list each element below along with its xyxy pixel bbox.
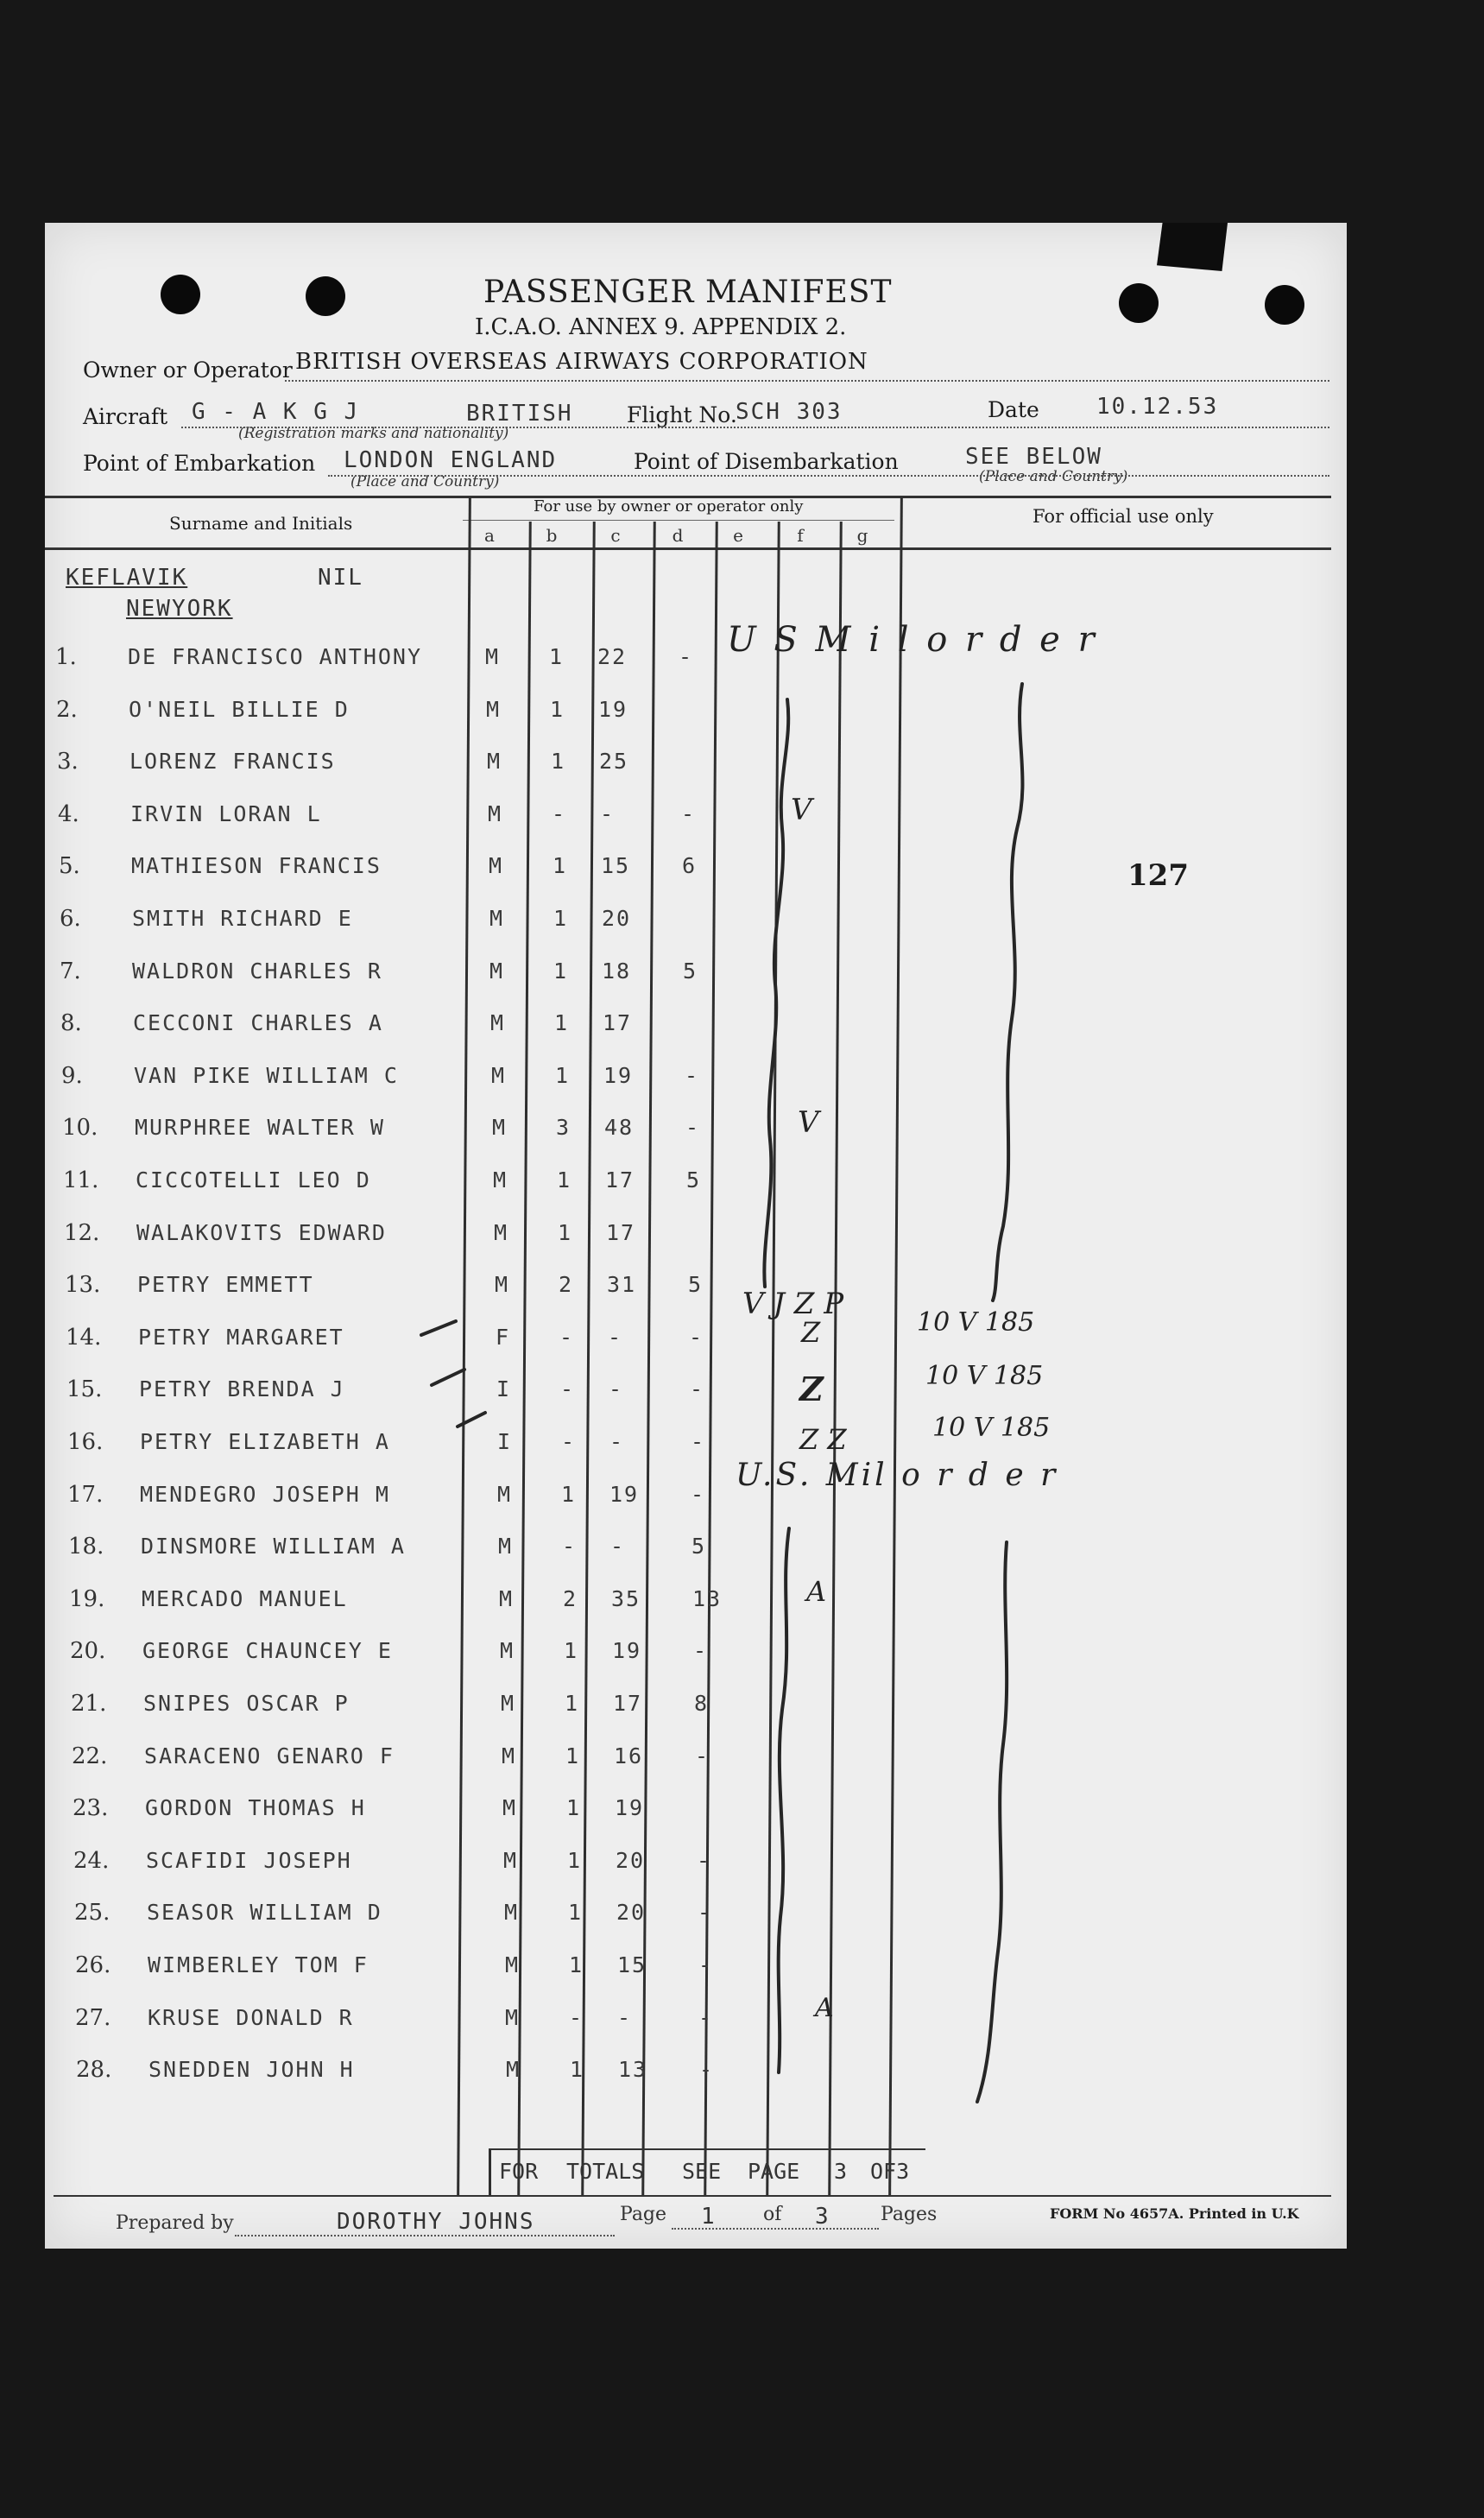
cell-d: - [681, 801, 697, 826]
totals-totals: TOTALS [566, 2159, 645, 2184]
of-value: 3 [815, 2204, 830, 2230]
cell-c: 17 [603, 1010, 633, 1035]
cell-a: M [487, 749, 502, 774]
pages-label: Pages [881, 2204, 938, 2225]
cell-a: M [489, 906, 505, 931]
cell-a: M [503, 1848, 519, 1873]
cell-c: 18 [602, 958, 632, 984]
aircraft-caption: (Registration marks and nationality) [238, 425, 509, 442]
embark-caption: (Place and Country) [350, 473, 500, 490]
flight-value: SCH 303 [736, 399, 843, 425]
totals-top-rule [489, 2148, 925, 2150]
cell-c: 19 [598, 697, 628, 722]
passenger-name: MURPHREE WALTER W [135, 1115, 385, 1140]
passenger-name: GEORGE CHAUNCEY E [142, 1638, 393, 1663]
cell-d: - [698, 2005, 714, 2030]
passenger-name: DINSMORE WILLIAM A [141, 1534, 406, 1559]
cell-c: 15 [617, 1952, 647, 1977]
cell-b: 1 [549, 644, 565, 669]
row-number: 15. [66, 1376, 103, 1402]
cell-d: - [689, 1325, 704, 1350]
cell-a: M [505, 1952, 521, 1977]
col-header-a: a [484, 525, 495, 546]
cell-a: M [489, 853, 504, 878]
cell-d: - [690, 1376, 705, 1401]
cell-c: 15 [601, 853, 631, 878]
passenger-name: CICCOTELLI LEO D [136, 1167, 371, 1193]
operator-header: For use by owner or operator only [534, 497, 804, 516]
passenger-name: KRUSE DONALD R [148, 2005, 354, 2030]
cell-a: M [488, 801, 503, 826]
cell-b: 1 [550, 697, 565, 722]
cell-d: - [691, 1482, 706, 1507]
row-number: 4. [58, 801, 79, 827]
stroke-tick-14 [421, 1321, 456, 1335]
cell-b: 1 [558, 1220, 573, 1245]
stroke-tick-16 [458, 1413, 485, 1427]
disembark-label: Point of Disembarkation [634, 449, 899, 474]
cell-d: - [679, 644, 694, 669]
passenger-name: DE FRANCISCO ANTHONY [128, 644, 423, 669]
row-number: 18. [68, 1534, 104, 1560]
passenger-name: PETRY EMMETT [137, 1272, 314, 1297]
row-number: 9. [61, 1063, 83, 1089]
cell-c: 19 [609, 1482, 640, 1507]
embark-label: Point of Embarkation [83, 451, 316, 476]
cell-a: M [501, 1691, 516, 1716]
passenger-name: PETRY ELIZABETH A [140, 1429, 390, 1454]
stroke-official-1 [993, 684, 1022, 1300]
cell-d: - [698, 1900, 713, 1925]
cell-b: - [562, 1534, 578, 1559]
cell-c: 48 [604, 1115, 635, 1140]
annotation-row14-f: Z [801, 1316, 821, 1349]
row-number: 7. [60, 958, 81, 984]
cell-a: M [495, 1272, 510, 1297]
annotation-row1: U S M i l o r d e r [727, 620, 1098, 660]
row-number: 23. [73, 1795, 109, 1821]
cell-a: M [502, 1743, 517, 1768]
cell-c: 17 [605, 1167, 635, 1193]
annotation-row16-f: Z Z [799, 1423, 847, 1456]
row-number: 24. [73, 1848, 110, 1874]
totals-see: SEE [682, 2159, 722, 2184]
cell-b: 1 [555, 1063, 571, 1088]
passenger-name: SMITH RICHARD E [132, 906, 353, 931]
col-header-e: e [733, 525, 743, 546]
route-to: NEWYORK [126, 596, 233, 622]
passenger-name: LORENZ FRANCIS [129, 749, 336, 774]
cell-a: F [496, 1325, 511, 1350]
cell-d: - [691, 1429, 706, 1454]
cell-b: 1 [553, 906, 569, 931]
row-number: 28. [76, 2057, 112, 2083]
prepared-value: DOROTHY JOHNS [337, 2209, 535, 2235]
row-number: 2. [56, 697, 78, 723]
annotation-row19-f: A [806, 1575, 827, 1608]
page-value: 1 [701, 2204, 717, 2230]
col-header-d: d [672, 525, 684, 546]
date-label: Date [988, 397, 1039, 422]
passenger-name: O'NEIL BILLIE D [129, 697, 350, 722]
cell-c: 22 [597, 644, 628, 669]
cell-d: - [698, 1952, 714, 1977]
cell-b: 1 [553, 958, 569, 984]
surname-header: Surname and Initials [169, 513, 353, 534]
cell-c: 25 [599, 749, 629, 774]
cell-c: 19 [603, 1063, 634, 1088]
passenger-name: VAN PIKE WILLIAM C [134, 1063, 399, 1088]
row-number: 12. [64, 1220, 100, 1246]
stroke-e-column [764, 699, 788, 1287]
row-number: 16. [67, 1429, 104, 1455]
route-note: NIL [318, 565, 363, 591]
cell-c: 20 [602, 906, 632, 931]
cell-b: 1 [557, 1167, 572, 1193]
passenger-name: WIMBERLEY TOM F [148, 1952, 369, 1977]
cell-b: 1 [568, 1900, 584, 1925]
totals-divider [489, 2148, 491, 2195]
embark-value: LONDON ENGLAND [344, 447, 558, 473]
stroke-e-column-2 [779, 1528, 789, 2072]
cell-a: M [486, 697, 502, 722]
owner-label: Owner or Operator [83, 357, 293, 383]
cell-d: - [697, 1848, 712, 1873]
aircraft-nationality: BRITISH [466, 401, 573, 427]
cell-d: 5 [683, 958, 698, 984]
official-number: 127 [1127, 858, 1189, 893]
aircraft-label: Aircraft [83, 404, 168, 429]
cell-a: M [505, 2005, 521, 2030]
row-number: 10. [62, 1115, 98, 1141]
cell-b: - [560, 1376, 576, 1401]
cell-d: - [693, 1638, 709, 1663]
cell-b: 1 [567, 1848, 583, 1873]
cell-c: 19 [612, 1638, 642, 1663]
aircraft-value: G - A K G J [192, 399, 360, 425]
row-number: 5. [59, 853, 80, 879]
col-header-c: c [610, 525, 621, 546]
cell-a: M [492, 1115, 508, 1140]
cell-c: - [609, 1429, 625, 1454]
official-header: For official use only [1032, 506, 1214, 527]
form-title: PASSENGER MANIFEST [483, 275, 893, 310]
row-number: 21. [71, 1691, 107, 1717]
cell-b: 1 [551, 749, 566, 774]
cell-b: - [559, 1325, 575, 1350]
cell-b: 2 [563, 1586, 578, 1611]
cell-a: M [504, 1900, 520, 1925]
cell-d: 5 [691, 1534, 707, 1559]
cell-c: 17 [606, 1220, 636, 1245]
cell-a: M [502, 1795, 518, 1820]
row-number: 19. [69, 1586, 105, 1612]
pages-dotted-line [672, 2228, 879, 2230]
prepared-dotted-line [235, 2235, 615, 2236]
passenger-name: CECCONI CHARLES A [133, 1010, 383, 1035]
cell-a: M [506, 2057, 521, 2082]
totals-page-number: 3 [834, 2159, 848, 2184]
cell-c: 16 [614, 1743, 644, 1768]
cell-d: 8 [694, 1691, 710, 1716]
date-value: 10.12.53 [1096, 394, 1219, 420]
of-label: of [763, 2204, 782, 2225]
cell-b: 1 [566, 1795, 582, 1820]
passenger-name: PETRY BRENDA J [139, 1376, 345, 1401]
cell-b: 1 [565, 1743, 581, 1768]
col-header-g: g [856, 525, 868, 546]
cell-c: 13 [618, 2057, 648, 2082]
cell-b: 1 [570, 2057, 585, 2082]
cell-b: 3 [556, 1115, 571, 1140]
owner-value: BRITISH OVERSEAS AIRWAYS CORPORATION [295, 349, 868, 375]
passenger-name: PETRY MARGARET [138, 1325, 344, 1350]
passenger-name: SNIPES OSCAR P [143, 1691, 350, 1716]
row-number: 20. [70, 1638, 106, 1664]
annotation-row14: 10 V 185 [917, 1307, 1035, 1338]
cell-c: 20 [616, 1848, 646, 1873]
stroke-tick-15 [432, 1370, 464, 1385]
cell-c: 35 [611, 1586, 641, 1611]
page-label: Page [620, 2204, 667, 2225]
cell-d: 6 [682, 853, 698, 878]
cell-c: - [617, 2005, 633, 2030]
cell-c: 17 [613, 1691, 643, 1716]
annotation-row17: U.S. Mil o r d e r [736, 1458, 1059, 1493]
cell-a: M [500, 1638, 515, 1663]
row-number: 8. [60, 1010, 82, 1036]
cell-a: I [497, 1429, 513, 1454]
annotation-row13-f: V J Z P [742, 1287, 844, 1321]
row-number: 11. [63, 1167, 99, 1193]
cell-d: 13 [692, 1586, 723, 1611]
annotation-row15-f: Z [799, 1370, 824, 1408]
cell-c: - [609, 1376, 624, 1401]
passenger-name: SCAFIDI JOSEPH [146, 1848, 352, 1873]
row-number: 13. [65, 1272, 101, 1298]
row-number: 26. [75, 1952, 111, 1978]
totals-page: PAGE [748, 2159, 800, 2184]
annotation-row4-f: V [791, 793, 812, 827]
route-from: KEFLAVIK [66, 565, 188, 591]
cell-d: 5 [686, 1167, 702, 1193]
cell-b: - [552, 801, 567, 826]
cell-b: 1 [569, 1952, 584, 1977]
cell-c: - [600, 801, 616, 826]
col-header-f: f [797, 525, 804, 546]
cell-a: M [489, 958, 505, 984]
cell-d: - [695, 1743, 710, 1768]
passenger-name: MATHIESON FRANCIS [131, 853, 382, 878]
col-header-b: b [546, 525, 558, 546]
cell-a: M [490, 1010, 506, 1035]
cell-c: 31 [607, 1272, 637, 1297]
cell-c: 19 [615, 1795, 645, 1820]
disembark-caption: (Place and Country) [979, 468, 1128, 485]
cell-b: 1 [565, 1691, 580, 1716]
cell-a: M [497, 1482, 513, 1507]
cell-b: - [569, 2005, 584, 2030]
row-number: 1. [55, 644, 77, 670]
passenger-name: GORDON THOMAS H [145, 1795, 366, 1820]
cell-b: 1 [564, 1638, 579, 1663]
row-number: 25. [74, 1900, 111, 1926]
form-number: FORM No 4657A. Printed in U.K [1050, 2205, 1299, 2222]
cell-a: M [494, 1220, 509, 1245]
cell-b: 1 [561, 1482, 577, 1507]
row-number: 6. [60, 906, 81, 932]
annotation-row10-f: V [798, 1105, 819, 1140]
row-number: 22. [72, 1743, 108, 1769]
row-number: 27. [75, 2005, 111, 2031]
stroke-official-2 [977, 1542, 1007, 2102]
prepared-label: Prepared by [116, 2212, 234, 2234]
cell-d: - [685, 1115, 701, 1140]
cell-b: 1 [553, 853, 568, 878]
cell-b: 1 [554, 1010, 570, 1035]
row-number: 17. [67, 1482, 104, 1508]
row-number: 3. [57, 749, 79, 775]
cell-a: M [498, 1534, 514, 1559]
cell-c: - [608, 1325, 623, 1350]
totals-for: FOR [499, 2159, 539, 2184]
annotation-row15: 10 V 185 [925, 1361, 1044, 1391]
cell-d: 5 [688, 1272, 704, 1297]
passenger-name: SEASOR WILLIAM D [147, 1900, 382, 1925]
row-number: 14. [66, 1325, 102, 1351]
cell-a: M [499, 1586, 515, 1611]
passenger-name: SNEDDEN JOHN H [148, 2057, 355, 2082]
flight-label: Flight No. [627, 402, 737, 427]
cell-d: - [685, 1063, 700, 1088]
annotation-row27-f: A [815, 1993, 834, 2023]
passenger-name: MERCADO MANUEL [142, 1586, 348, 1611]
passenger-name: IRVIN LORAN L [130, 801, 322, 826]
cell-c: 20 [616, 1900, 647, 1925]
cell-b: 2 [559, 1272, 574, 1297]
passenger-name: MENDEGRO JOSEPH M [140, 1482, 390, 1507]
disembark-value: SEE BELOW [965, 444, 1102, 470]
cell-a: I [496, 1376, 512, 1401]
cell-d: - [699, 2057, 715, 2082]
cell-b: - [561, 1429, 577, 1454]
cell-a: M [493, 1167, 508, 1193]
passenger-name: WALDRON CHARLES R [132, 958, 382, 984]
cell-c: - [610, 1534, 626, 1559]
totals-of: OF3 [870, 2159, 910, 2184]
passenger-name: WALAKOVITS EDWARD [136, 1220, 387, 1245]
passenger-name: SARACENO GENARO F [144, 1743, 395, 1768]
cell-a: M [485, 644, 501, 669]
annotation-row16: 10 V 185 [932, 1413, 1051, 1443]
form-subtitle: I.C.A.O. ANNEX 9. APPENDIX 2. [475, 314, 847, 340]
cell-a: M [491, 1063, 507, 1088]
